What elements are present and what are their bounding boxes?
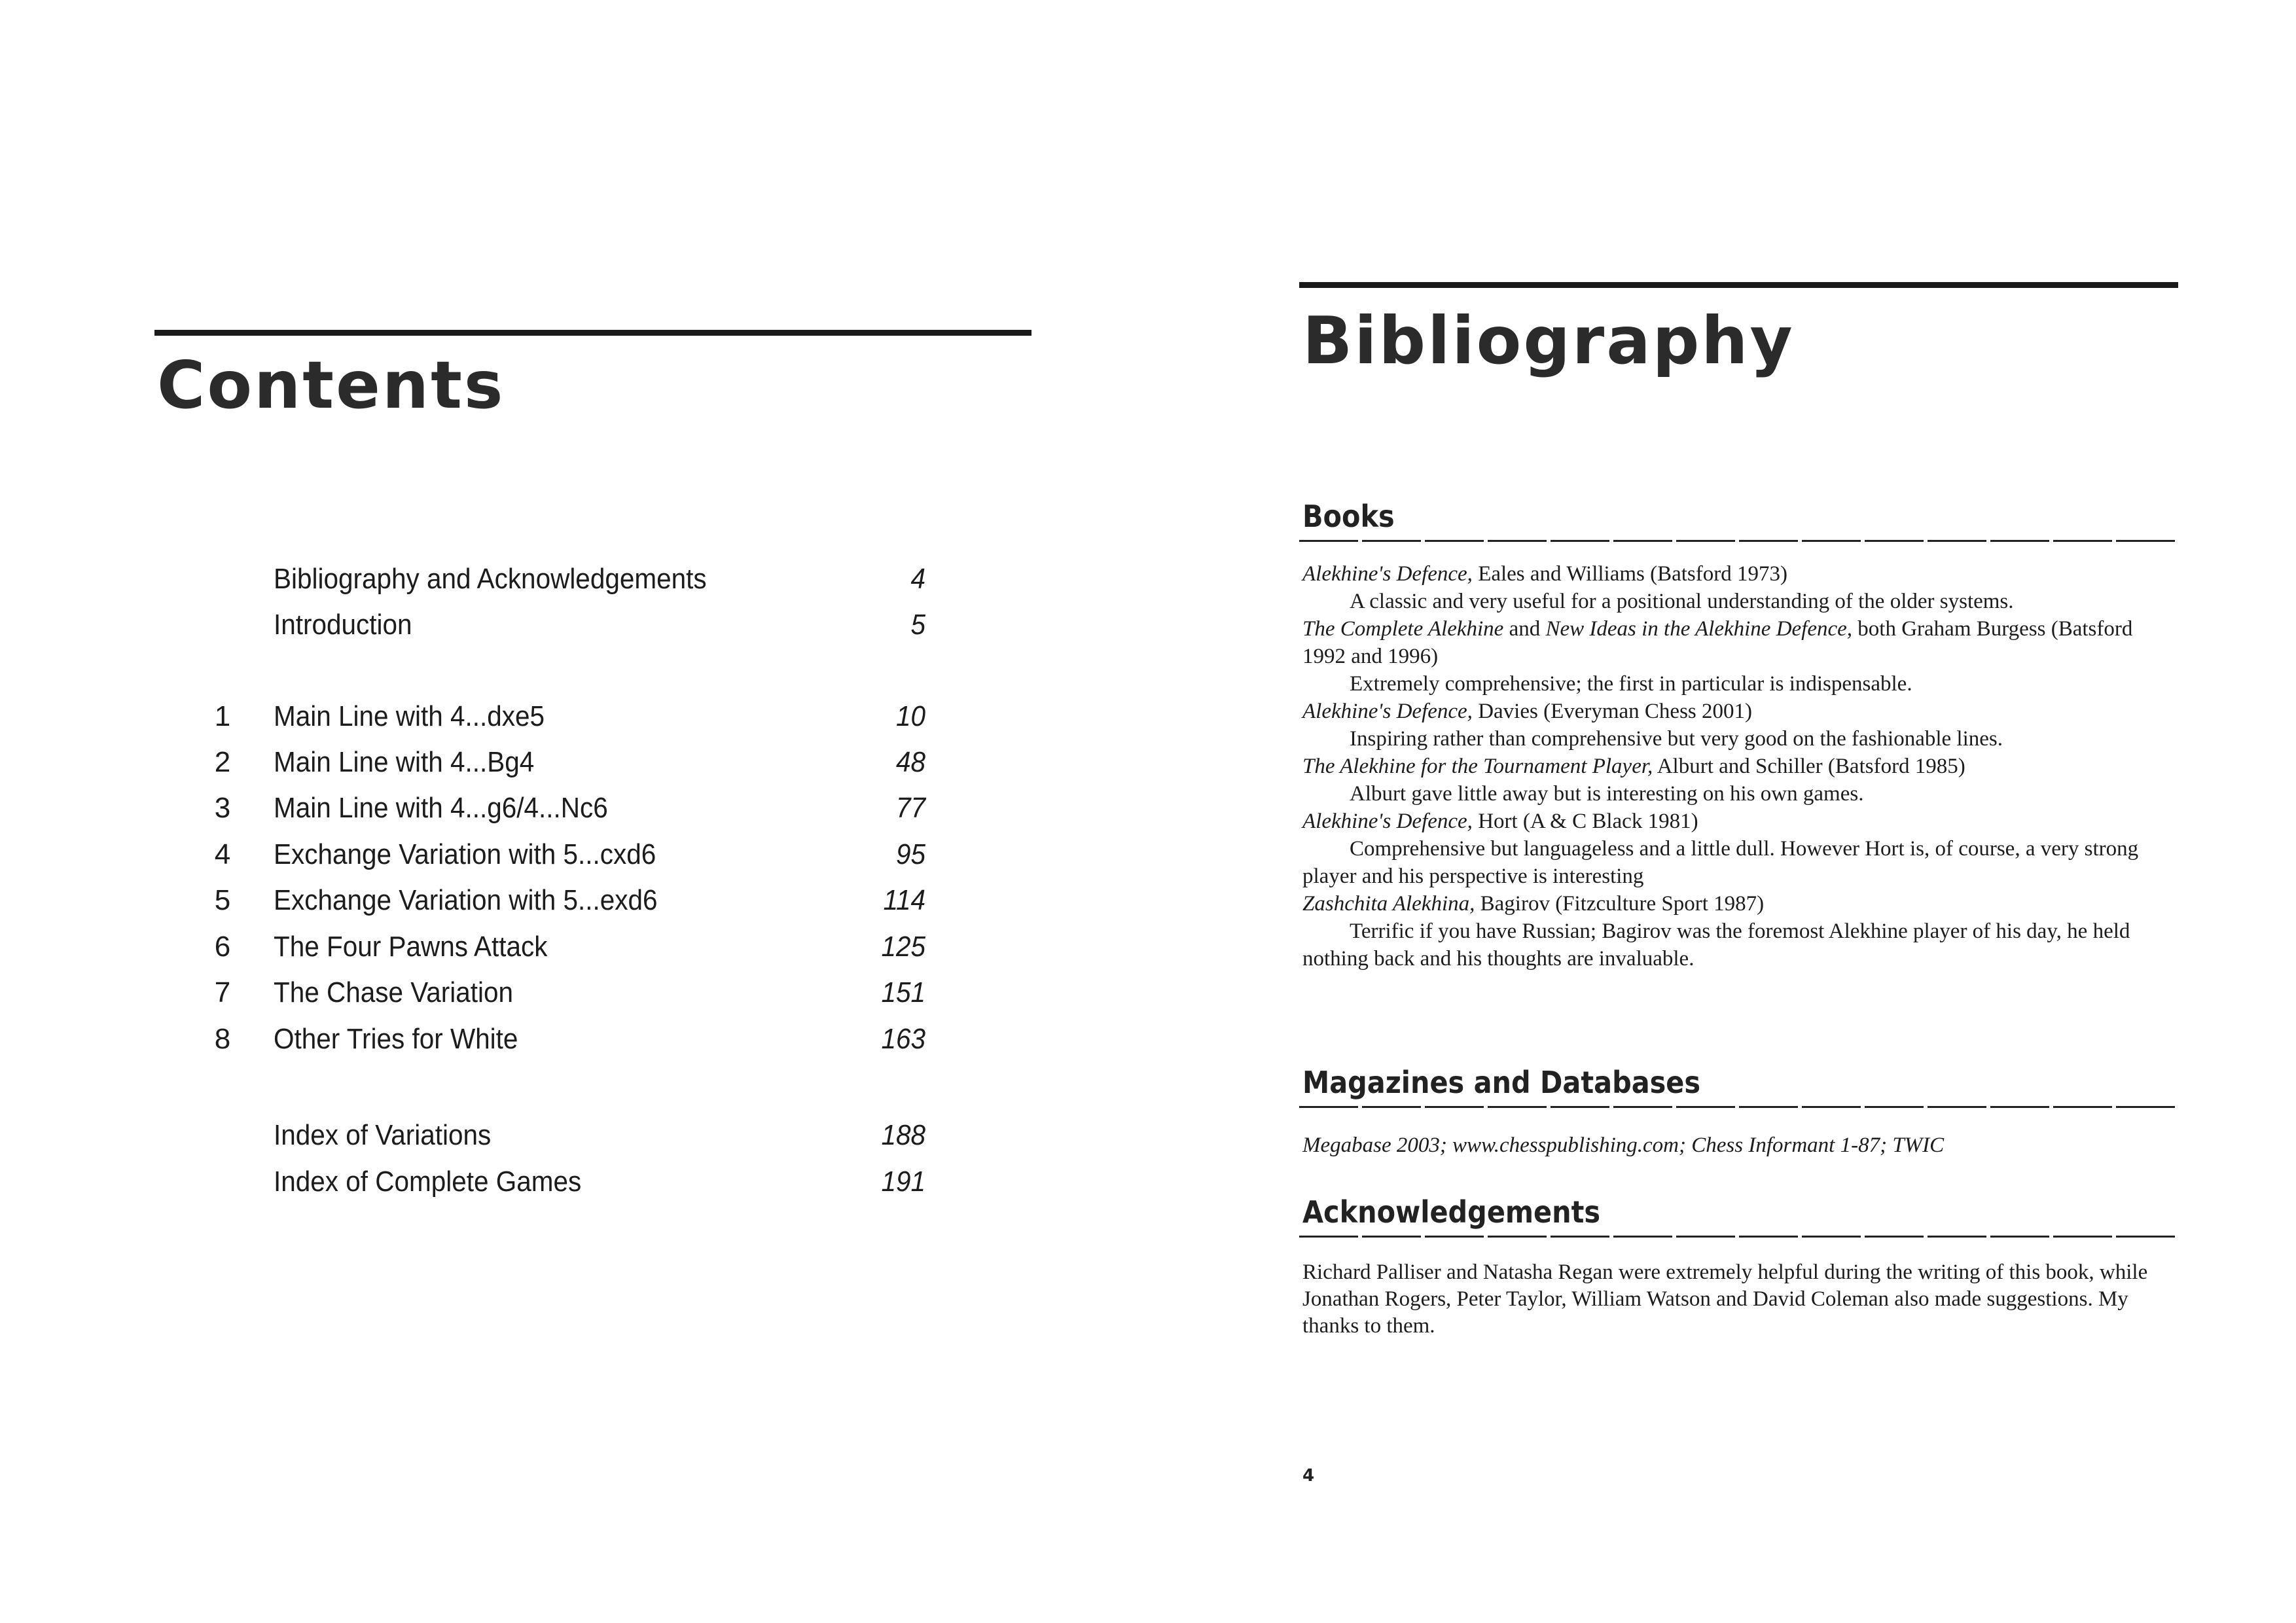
toc-entry[interactable]	[0, 563, 1148, 602]
toc-page-number: 163	[881, 1023, 925, 1055]
book-title: Alekhine's Defence,	[1302, 810, 1473, 833]
toc-chapter-number: 3	[214, 792, 231, 824]
book-title: The Alekhine for the Tournament Player,	[1302, 755, 1653, 778]
book-entry	[1302, 698, 2179, 725]
book-entry	[1302, 753, 2179, 780]
books-heading: Books	[1302, 499, 1395, 534]
book-details: Eales and Williams (Batsford 1973)	[1472, 562, 1787, 586]
bibliography-title-rule	[1299, 282, 2178, 288]
toc-entry[interactable]	[0, 931, 1148, 970]
toc-chapter-title: The Four Pawns Attack	[274, 931, 548, 963]
book-title: Alekhine's Defence,	[1302, 562, 1473, 586]
toc-entry[interactable]	[0, 1119, 1148, 1158]
toc-chapter-number: 7	[214, 976, 231, 1008]
books-heading-rule	[1299, 540, 2178, 542]
magazines-heading: Magazines and Databases	[1302, 1065, 1701, 1100]
page-number: 4	[1302, 1466, 1315, 1486]
book-conjunction: and	[1503, 617, 1546, 641]
toc-chapter-number: 1	[214, 700, 231, 732]
toc-page-number: 10	[895, 700, 925, 732]
toc-page-number: 188	[881, 1119, 925, 1151]
book-title: Zashchita Alekhina,	[1302, 892, 1475, 916]
toc-chapter-title: Exchange Variation with 5...exd6	[274, 884, 658, 916]
toc-entry[interactable]	[0, 976, 1148, 1016]
toc-page-number: 114	[883, 884, 925, 916]
toc-entry[interactable]	[0, 1166, 1148, 1205]
acknowledgements-text: Richard Palliser and Natasha Regan were extremely helpful during the writing of this book, while Jonathan Rogers, Peter Taylor, William Watson and David Coleman also made suggestions. My thanks to them.	[1302, 1260, 2148, 1338]
toc-page-number: 125	[881, 931, 925, 963]
toc-page-number: 191	[881, 1166, 925, 1198]
book-title: The Complete Alekhine	[1302, 617, 1504, 641]
book-entry	[1302, 808, 2179, 835]
contents-title-rule	[154, 330, 1031, 336]
bibliography-title: Bibliography	[1302, 302, 1795, 379]
toc-entry[interactable]	[0, 1023, 1148, 1062]
contents-title: Contents	[157, 347, 505, 423]
toc-chapter-number: 6	[214, 931, 231, 963]
toc-entry[interactable]	[0, 838, 1148, 878]
toc-page-number: 77	[895, 792, 925, 824]
toc-page-number: 4	[910, 563, 925, 595]
toc-entry[interactable]	[0, 609, 1148, 648]
book-details: Hort (A & C Black 1981)	[1472, 810, 1698, 833]
book-details: Davies (Everyman Chess 2001)	[1472, 700, 1753, 723]
book-note: Comprehensive but languageless and a little dull. However Hort is, of course, a very strong player and his perspective is interesting	[1302, 837, 2139, 888]
magazines-heading-rule	[1299, 1106, 2178, 1108]
toc-chapter-number: 4	[214, 838, 231, 870]
book-details: both Graham Burgess (Batsford 1992 and 1996)	[1302, 617, 2133, 668]
toc-chapter-number: 2	[214, 746, 231, 778]
toc-chapter-title: The Chase Variation	[274, 976, 514, 1008]
toc-chapter-title: Index of Complete Games	[274, 1166, 582, 1198]
toc-page-number: 5	[910, 609, 925, 641]
toc-entry[interactable]	[0, 700, 1148, 740]
toc-entry[interactable]	[0, 746, 1148, 785]
books-list	[1302, 560, 2179, 972]
magazines-text: Megabase 2003; www.chesspublishing.com; Chess Informant 1-87; TWIC	[1302, 1133, 1945, 1157]
book-title: New Ideas in the Alekhine Defence,	[1545, 617, 1853, 641]
toc-chapter-number: 8	[214, 1023, 231, 1055]
book-title: Alekhine's Defence,	[1302, 700, 1473, 723]
book-note: Alburt gave little away but is interesting on his own games.	[1350, 782, 1864, 806]
book-note: Terrific if you have Russian; Bagirov was the foremost Alekhine player of his day, he held nothing back and his thoughts are invaluable.	[1302, 919, 2130, 971]
book-entry	[1302, 615, 2179, 670]
book-entry	[1302, 560, 2179, 588]
toc-chapter-title: Introduction	[274, 609, 412, 641]
book-note: Inspiring rather than comprehensive but very good on the fashionable lines.	[1350, 727, 2003, 751]
toc-chapter-title: Main Line with 4...dxe5	[274, 700, 545, 732]
toc-chapter-title: Exchange Variation with 5...cxd6	[274, 838, 656, 870]
book-entry	[1302, 890, 2179, 918]
book-note: A classic and very useful for a positional understanding of the older systems.	[1350, 590, 2014, 613]
toc-page-number: 48	[895, 746, 925, 778]
acknowledgements-heading-rule	[1299, 1236, 2178, 1238]
toc-entry[interactable]	[0, 884, 1148, 923]
acknowledgements-heading: Acknowledgements	[1302, 1194, 1601, 1230]
toc-page-number: 95	[895, 838, 925, 870]
toc-page-number: 151	[881, 976, 925, 1008]
toc-chapter-title: Main Line with 4...g6/4...Nc6	[274, 792, 608, 824]
book-note: Extremely comprehensive; the first in particular is indispensable.	[1350, 672, 1912, 696]
book-details: Alburt and Schiller (Batsford 1985)	[1653, 755, 1965, 778]
toc-chapter-title: Other Tries for White	[274, 1023, 518, 1055]
toc-chapter-number: 5	[214, 884, 231, 916]
toc-chapter-title: Main Line with 4...Bg4	[274, 746, 535, 778]
toc-entry[interactable]	[0, 792, 1148, 831]
bibliography-page	[1148, 0, 2296, 1623]
toc-chapter-title: Bibliography and Acknowledgements	[274, 563, 707, 595]
book-details: Bagirov (Fitzculture Sport 1987)	[1475, 892, 1765, 916]
toc-chapter-title: Index of Variations	[274, 1119, 492, 1151]
